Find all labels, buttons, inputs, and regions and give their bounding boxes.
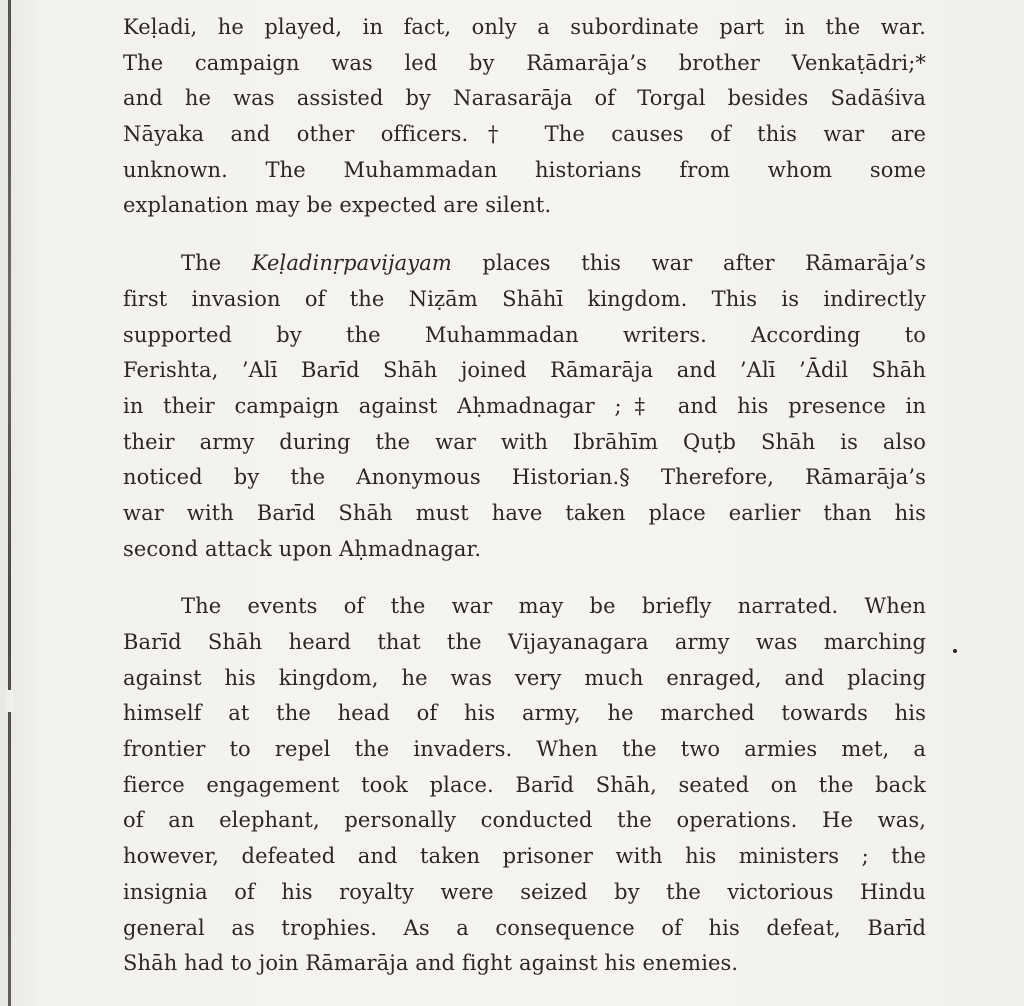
text-line: Keḷadi, he played, in fact, only a subordinate part in the war. xyxy=(123,15,926,39)
text-line: The campaign was led by Rāmarāja’s brother Venkaṭādri;* xyxy=(123,50,926,75)
text-line: himself at the head of his army, he marched towards his xyxy=(123,701,926,726)
line-trail-text: places this war after Rāmarāja’s xyxy=(451,251,926,276)
text-line: however, defeated and taken prisoner with his ministers ; the xyxy=(123,844,926,869)
text-line: insignia of his royalty were seized by the victorious Hindu xyxy=(123,879,926,904)
text-line: general as trophies. As a consequence of his defeat, Barīd xyxy=(123,915,926,940)
paragraph-spacer xyxy=(123,567,926,589)
text-line: noticed by the Anonymous Historian.§ Therefore, Rāmarāja’s xyxy=(123,465,926,490)
text-line: Ferishta, ’Alī Barīd Shāh joined Rāmarāja and ’Alī ’Ādil Shāh xyxy=(123,358,926,383)
margin-rule-gap xyxy=(6,690,14,712)
text-line xyxy=(123,246,926,282)
text-line: explanation may be expected are silent. xyxy=(123,193,552,218)
text-line: supported by the Muhammadan writers. According to xyxy=(123,322,926,347)
text-line: fierce engagement took place. Barīd Shāh, seated on the back xyxy=(123,772,926,797)
text-line: first invasion of the Niẓām Shāhī kingdom. This is indirectly xyxy=(123,286,926,311)
paragraph-2 xyxy=(123,246,926,567)
text-line: and he was assisted by Narasarāja of Torgal besides Sadāśiva xyxy=(123,86,926,111)
paragraph-1 xyxy=(123,10,926,224)
body-text xyxy=(123,10,926,982)
text-line: their army during the war with Ibrāhīm Quṭb Shāh is also xyxy=(123,429,926,454)
text-line: unknown. The Muhammadan historians from whom some xyxy=(123,157,926,182)
paragraph-3 xyxy=(123,589,926,982)
stray-ink-dot xyxy=(953,649,957,653)
text-line: second attack upon Aḥmadnagar. xyxy=(123,536,482,561)
line-lead-text: The xyxy=(181,251,252,276)
left-margin-rule xyxy=(8,0,11,1006)
text-line: Shāh had to join Rāmarāja and fight against his enemies. xyxy=(123,951,739,976)
text-line: against his kingdom, he was very much enraged, and placing xyxy=(123,665,926,690)
text-line: Barīd Shāh heard that the Vijayanagara army was marching xyxy=(123,630,926,654)
paragraph-spacer xyxy=(123,224,926,246)
text-line: Nāyaka and other officers.† The causes of this war are xyxy=(123,122,926,147)
text-line: frontier to repel the invaders. When the two armies met, a xyxy=(123,737,926,762)
text-line: in their campaign against Aḥmadnagar ;‡ and his presence in xyxy=(123,393,926,418)
text-line: war with Barīd Shāh must have taken place earlier than his xyxy=(123,500,926,525)
book-title: Keḷadinṛpavijayam xyxy=(251,251,452,276)
text-line: of an elephant, personally conducted the operations. He was, xyxy=(123,808,926,833)
text-line: The events of the war may be briefly narrated. When xyxy=(181,594,926,619)
